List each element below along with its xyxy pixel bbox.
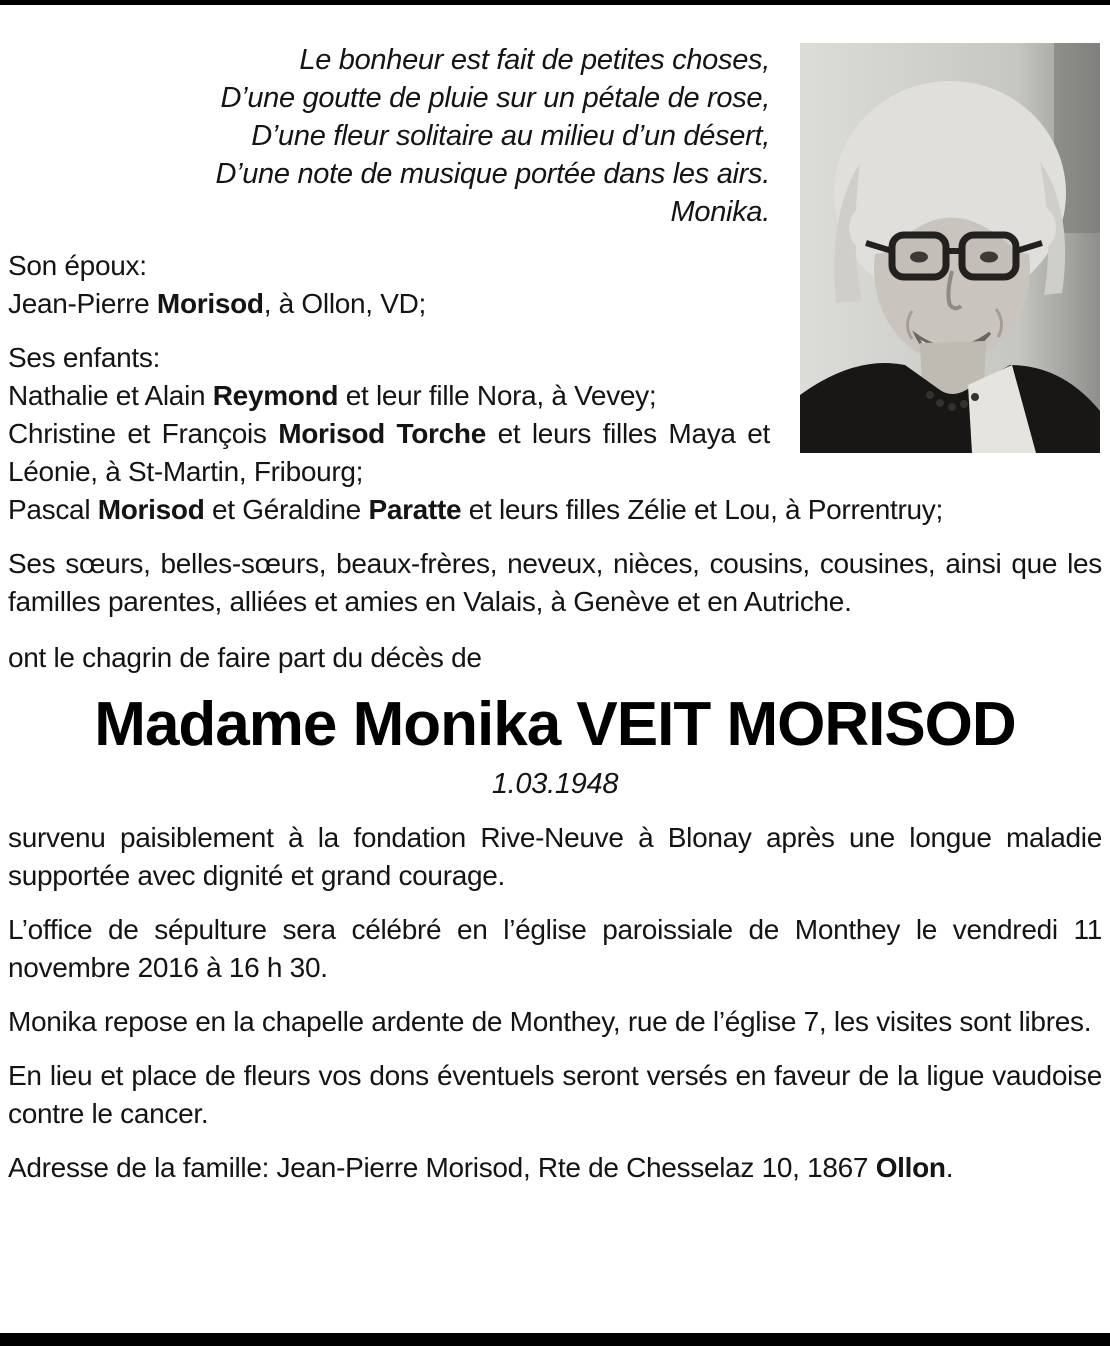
poem-signature: Monika. <box>670 196 770 228</box>
announcement-line: ont le chagrin de faire part du décès de <box>8 642 482 673</box>
portrait-photo-illustration <box>800 43 1100 453</box>
child3-post: et leurs filles Zélie et Lou, à Porrentruy; <box>461 494 943 525</box>
birth-date: 1.03.1948 <box>491 768 619 800</box>
poem-line-2: D’une goutte de pluie sur un pétale de rose, <box>220 82 770 114</box>
chapel-visits-paragraph: Monika repose en la chapelle ardente de Monthey, rue de l’église 7, les visites sont libres. <box>8 1006 1092 1037</box>
notice-content <box>0 5 1110 1187</box>
spouse-name: Morisod <box>156 288 264 319</box>
poem-line-1: Le bonheur est fait de petites choses, <box>299 44 770 76</box>
address-town: Ollon <box>875 1152 946 1183</box>
spouse-post: , à Ollon, VD; <box>263 288 427 319</box>
poem-line-4: D’une note de musique portée dans les airs. <box>215 158 770 190</box>
child3-name-2: Paratte <box>368 494 462 525</box>
child2-post: et leurs filles Maya et Léonie, à St-Martin, Fribourg; <box>8 418 770 487</box>
bottom-rule <box>0 1333 1110 1346</box>
spouse-pre: Jean-Pierre <box>8 288 157 319</box>
child3-pre: Pascal <box>8 494 98 525</box>
address-post: . <box>945 1152 954 1183</box>
child2-pre: Christine et François <box>8 418 279 449</box>
poem-line-3: D’une fleur solitaire au milieu d’un désert, <box>251 120 770 152</box>
child1-name: Reymond <box>212 380 339 411</box>
spouse-label: Son époux: <box>8 250 147 281</box>
child3-name-1: Morisod <box>97 494 205 525</box>
child2-name: Morisod Torche <box>278 418 487 449</box>
donations-paragraph: En lieu et place de fleurs vos dons éventuels seront versés en faveur de la ligue vaudoise contre le cancer. <box>8 1060 1102 1129</box>
deceased-name: Madame Monika VEIT MORISOD <box>94 690 1016 759</box>
address-pre: Adresse de la famille: Jean-Pierre Morisod, Rte de Chesselaz 10, 1867 <box>8 1152 876 1183</box>
death-notice-paragraph: survenu paisiblement à la fondation Rive-Neuve à Blonay après une longue maladie supportée avec dignité et grand courage. <box>8 822 1102 891</box>
portrait-photo <box>800 43 1100 453</box>
family-address-paragraph <box>8 1149 1102 1187</box>
child-line-3 <box>8 491 1102 529</box>
funeral-service-paragraph: L’office de sépulture sera célébré en l’église paroissiale de Monthey le vendredi 11 novembre 2016 à 16 h 30. <box>8 914 1102 983</box>
relatives-paragraph: Ses sœurs, belles-sœurs, beaux-frères, neveux, nièces, cousins, cousines, ainsi que les familles parentes, alliées et amies en Valais, à Genève et en Autriche. <box>8 548 1102 617</box>
child1-post: et leur fille Nora, à Vevey; <box>338 380 657 411</box>
child3-mid: et Géraldine <box>204 494 369 525</box>
child1-pre: Nathalie et Alain <box>8 380 213 411</box>
children-label: Ses enfants: <box>8 342 161 373</box>
